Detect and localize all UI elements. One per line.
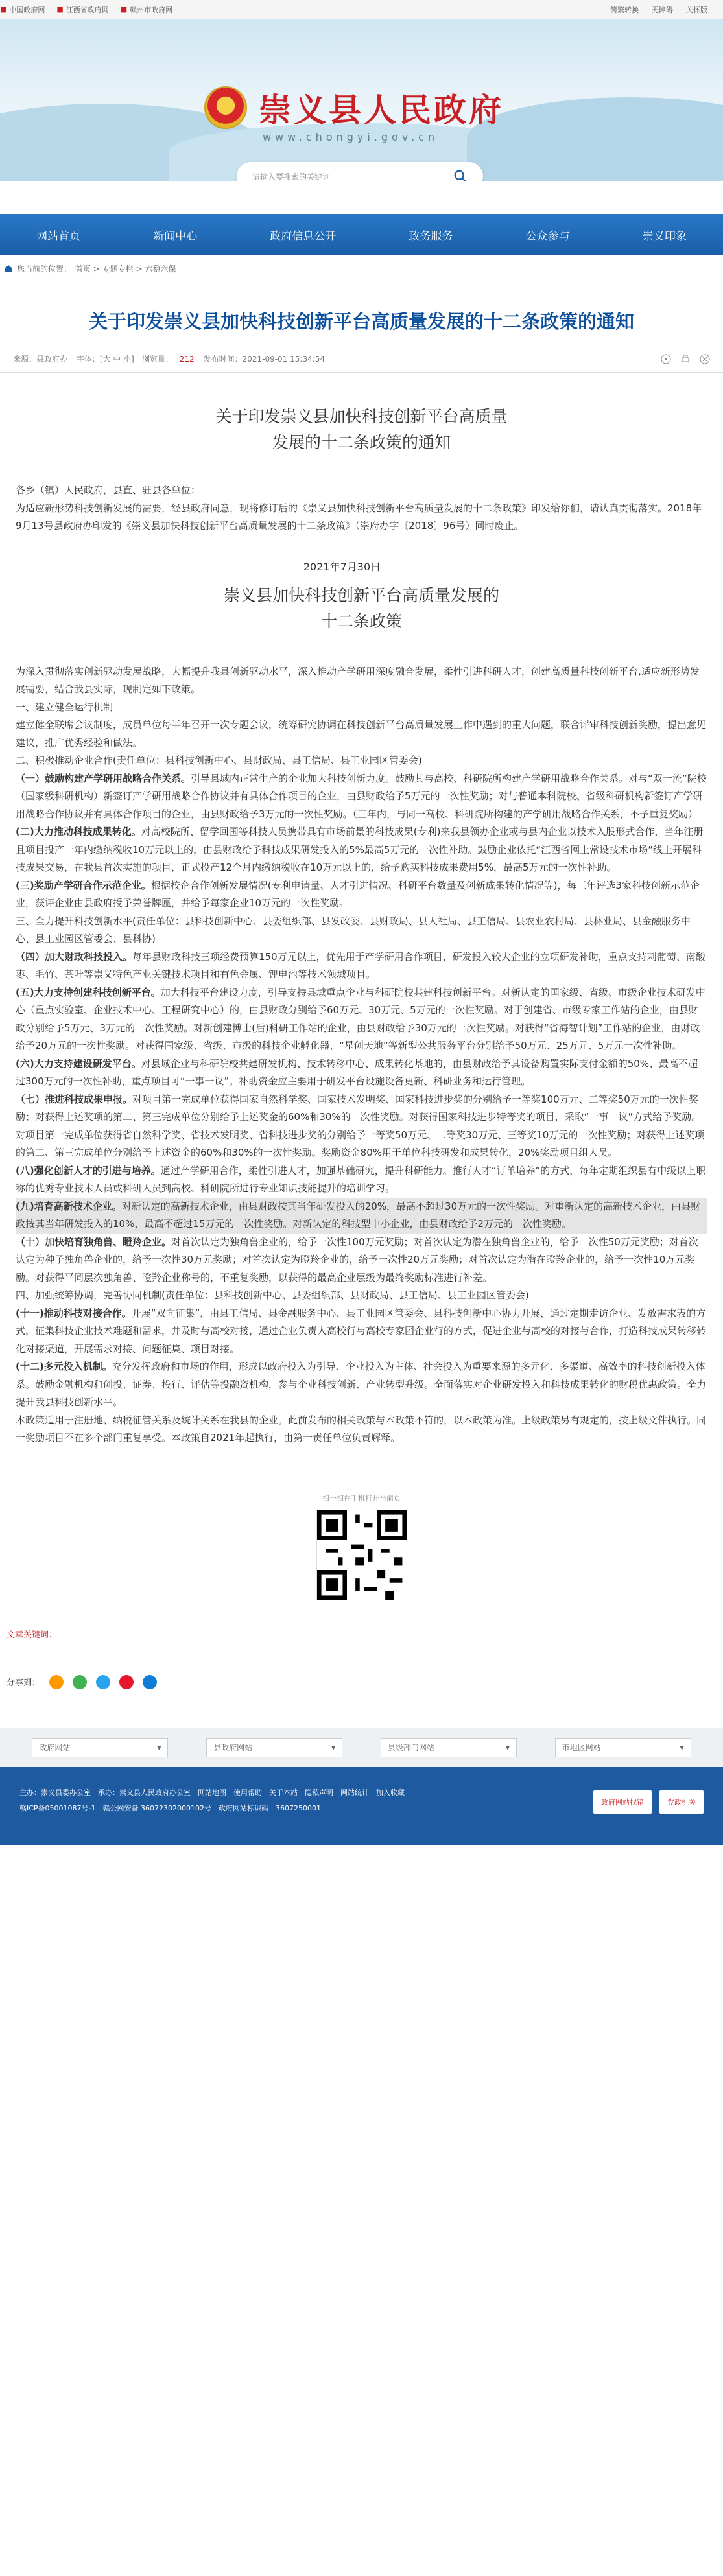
top-link[interactable]: ■ 赣州市政府网 — [120, 5, 173, 14]
document-body: 各乡（镇）人民政府，县直、驻县各单位： 为适应新形势科技创新发展的需要，经县政府同意，现将修订后的《崇义县加快科技创新平台高质量发展的十二条政策》印发给你们，请认真贯彻落实。2018年9月13号县政府办印发的《崇义县加快科技创新平台高质量发展的十二条政策》（崇府办字〔2018〕96号）同时废止。 — [16, 484, 702, 532]
party-gov-badge[interactable]: 党政机关 — [659, 1790, 704, 1814]
policy-title: 崇义县加快科技创新平台高质量发展的 十二条政策 — [223, 585, 499, 631]
error-report-badge[interactable]: 政府网站找错 — [593, 1790, 652, 1814]
qr-section: 扫一扫在手机打开当前页 — [0, 1493, 723, 1600]
nav-home[interactable]: 网站首页 — [36, 229, 81, 243]
qr-code — [316, 1510, 407, 1600]
related-links-bar — [0, 1728, 723, 1767]
qq-share-icon[interactable] — [96, 1675, 110, 1689]
policy-body: 为深入贯彻落实创新驱动发展战略，大幅提升我县创新驱动水平，深入推动产学研用深度融合发展，柔性引进科研人才，创建高质量科技创新平台,适应新形势发展需要，结合我县实际，现制定如下政策。 一、建立健全运行机制 建立健全联席会议制度，成员单位每半年召开一次专题会议，统筹研究协调在科技创新平台高质量发展工作中遇到的重大问题，联合评审科技创新奖励，提出意见建议，推广优秀经验和做法。 二、积极推动企业合作(责任单位：县科技创新中心、县财政局、县工信局、县工业园区管委会) （一）鼓励构建产学研用战略合作关系。引导县域内正常生产的企业加大科技创新力度。鼓励其与高校、科研院所构建产学研用战略合作关系。对与“双一流”院校（国家级科研机构）新签订产学研用战略合作协议并有具体合作项目的企业，由县财政给予5万元的一次性奖励；对与普通本科院校、省级科研机构新签订产学研用战略合作协议并有具体合作项目的企业，由县财政给予3万元的一次性奖励。（三年内，与同一高校、科研院所构建的产学研用战略合作关系，不予重复奖励） (二)大力推动科技成果转化。对高校院所、留学回国等科技人员携带具有市场前景的科技成果(专利)来我县领办企业或与县内企业以技术入股形式合作，当年注册且项目投产一年内缴纳税收10万元以上的，由县财政给予科技成果研发投入的5%最高5万元的一次性补助。鼓励企业依托“江西省网上常设技术市场”线上开展科技成果交易，在我县首次实施的项目，正式投产12个月内缴纳税收在10万元以上的，给予购买科技成果费用5%，最高5万元的一次性补助。 (三)奖励产学研合作示范企业。根据校企合作创新发展情况(专利申请量、人才引进情况、科研平台数量及创新成果转化情况等)，每三年评选3家科技创新示范企业，获评企业由县政府授予荣誉牌匾，并给予每家企业10万元的一次性奖励。 三、全力提升科技创新水平(责任单位：县科技创新中心、县委组织部、县发改委、县财政局、县人社局、县工信局、县农业农村局、县林业局、县金融服务中心、县工业园区管委会、县科协) （四）加大财政科技投入。每年县财政科技三项经费预算150万元以上，优先用于产学研用合作项目，研发投入较大企业的立项研发补助，重点支持刺葡萄、南酸枣、毛竹、茶叶等崇义特色产业关键技术项目和有色金属、锂电池等技术领域项目。 (五)大力支持创建科技创新平台。加大科技平台建设力度，引导支持县域重点企业与科研院校共建科技创新平台。对新认定的国家级、省级、市级企业技术研发中心（重点实验室、企业技术中心、工程研究中心）的，由县财政分别给予60万元、30万元、5万元的一次性奖励。对于创建省、市级专家工作站的企业，由县财政分别给予5万元、3万元的一次性奖励。对新创建博士(后)科研工作站的企业，由县财政给予30万元的一次性奖励。对获得“省海智计划”工作站的企业，由财政给予20万元的一次性奖励。对获得国家级、省级、市级的科技企业孵化器、“星创天地”等新型公共服务平台分别给予50万元、25万元、5万元一次性补助。 (六)大力支持建设研发平台。对县域企业与科研院校共建研发机构、技术转移中心、成果转化基地的，由县财政给予其设备购置实际支付金额的50%、最高不超过300万元的一次性补助，重点项目可“一事一议”。补助资金应主要用于研发平台设施设备更新、科研业务和运行管理。 （七）推进科技成果申报。对项目第一完成单位获得国家自然科学奖、国家技术发明奖、国家科技进步奖的分别给予一等奖100万元、二等奖50万元的一次性奖励；对获得上述奖项的第二、第三完成单位分别给予上述奖金的60%和30%的一次性奖励。对获得国家科技进步特等奖的项目，采取“一事一议”方式给予奖励。对项目第一完成单位获得省自然科学奖、省技术发明奖、省科技进步奖的分别给予一等奖50万元、二等奖30万元、三等奖10万元的一次性奖励；对获得上述奖项的第二、第三完成单位分别给予上述资金的60%和30%的一次性奖励。奖励资金80%用于单位科技研发和成果转化，20%奖励项目组人员。 (八)强化创新人才的引进与培养。通过产学研用合作，柔性引进人才，加强基础研究，提升科研能力。推行人才“订单培养”的方式，每年定期组织县有中级以上职称的优秀专业技术人员或科研人员到高校、科研院所进行专业知识技能提升的培训学习。 (九)培育高新技术企业。对新认定的高新技术企业，由县财政按其当年研发投入的20%，最高不超过30万元的一次性奖励。对重新认定的高新技术企业，由县财政按其当年研发投入的10%，最高不超过15万元的一次性奖励。对新认定的科技型中小企业，由县财政给予2万元的一次性奖励。 （十）加快培育独角兽、瞪羚企业。对首次认定为独角兽企业的，给予一次性100万元奖励；对首次认定为潜在独角兽企业的，给予一次性50万元奖励；对首次认定为种子独角兽企业的，给予一次性30万元奖励；对首次认定为瞪羚企业的，给予一次性20万元奖励；对首次认定为潜在瞪羚企业的，给予一次性10万元奖励。对获得平同层次独角兽、瞪羚企业称号的，不重复奖励，以获得的最高企业层级为最终奖励标准进行补差。 四、加强统筹协调，完善协同机制(责任单位：县科技创新中心、县委组织部、县财政局、县工信局、县工业园区管委会) (十一)推动科技对接合作。开展“双向征集”，由县工信局、县金融服务中心、县工业园区管委会、县科技创新中心协力开展，通过定期走访企业、发放需求表的方式，征集科技企业技术难题和需求，并及时与高校对接，通过企业负责人高校行与高校专家团企业行的方式，促进企业与高校的对接与合作，打造科技成果转移转化对接渠道，开展需求对接、问题征集、项目对接。 (十二)多元投入机制。充分发挥政府和市场的作用，形成以政府投入为引导、企业投入为主体、社会投入为重要来源的多元化、多渠道、高效率的科技创新投入体系。鼓励金融机构和创投、证券、投行、评估等投融资机构，参与企业科技创新、产业转型升级。全面落实对企业研发投入和科技成果转化的财税优惠政策。全力提升我县科技创新水平。 本政策适用于注册地、纳税征管关系及统计关系在我县的企业。此前发布的相关政策与本政策不符的，以本政策为准。上级政策另有规定的，按上级文件执行。同一奖励项目不在多个部门重复享受。本政策自2021年起执行，由第一责任单位负责解释。 — [16, 665, 707, 1444]
links-select-dept[interactable]: 县级部门网站 ▾ — [381, 1738, 517, 1757]
nav-services[interactable]: 政务服务 — [409, 229, 453, 243]
simplified-traditional-toggle[interactable]: 简繁转换 — [610, 5, 639, 14]
qzone-share-icon[interactable] — [119, 1675, 134, 1689]
home-icon — [4, 264, 13, 273]
site-title: 崇义县人民政府 — [259, 91, 504, 129]
site-footer: 主办：崇义县委办公室 承办：崇义县人民政府办公室 网站地图 使用帮助 关于本站 隐私声明 网站统计 加入收藏 赣ICP备05001087号-1 赣公网安备 36072302000102号 政府网站标识码：3607250001 政府网站找错 党政机关 — [0, 1767, 723, 1845]
nav-news[interactable]: 新闻中心 — [153, 229, 198, 243]
article-meta: 来源：县政府办 字体：[大 中 小] 浏览量： 212 发布时间：2021-09-01 15:34:54 — [0, 353, 723, 364]
links-select-gov[interactable]: 政府网站 ▾ — [32, 1738, 168, 1757]
breadcrumb: 您当前的位置： 首页 > 专题专栏 > 六稳六保 — [0, 255, 723, 281]
site-header — [0, 19, 723, 181]
weibo-share-icon[interactable] — [49, 1675, 64, 1689]
national-emblem — [204, 86, 247, 129]
nav-impression[interactable]: 崇义印象 — [642, 229, 687, 243]
site-url: www.chongyi.gov.cn — [263, 131, 439, 143]
article-title: 关于印发崇义县加快科技创新平台高质量发展的十二条政策的通知 — [88, 310, 634, 333]
main-nav — [0, 214, 723, 255]
document-date: 2021年7月30日 — [303, 560, 381, 573]
article-keywords: 文章关键词： — [6, 1630, 58, 1640]
chevron-down-icon: ▾ — [331, 1742, 336, 1752]
share-bar: 分享到： — [6, 1675, 723, 1689]
nav-info-disclosure[interactable]: 政府信息公开 — [270, 229, 337, 243]
top-bar — [0, 0, 723, 19]
care-mode-link[interactable]: 关怀版 — [686, 5, 707, 14]
wechat-share-icon[interactable] — [73, 1675, 87, 1689]
search-icon[interactable] — [453, 169, 468, 181]
chevron-down-icon: ▾ — [680, 1742, 684, 1752]
close-icon[interactable] — [700, 354, 710, 364]
chevron-down-icon: ▾ — [505, 1742, 510, 1752]
search-box[interactable] — [237, 162, 483, 181]
nav-participation[interactable]: 公众参与 — [525, 229, 570, 243]
document-title: 关于印发崇义县加快科技创新平台高质量 发展的十二条政策的通知 — [215, 407, 508, 452]
links-select-region[interactable]: 市地区网站 ▾ — [555, 1738, 691, 1757]
top-link[interactable]: ■ 江西省政府网 — [56, 5, 109, 14]
print-icon[interactable] — [680, 354, 691, 364]
more-share-icon[interactable] — [143, 1675, 157, 1689]
chevron-down-icon: ▾ — [157, 1742, 161, 1752]
share-icon[interactable] — [661, 354, 671, 364]
search-input[interactable]: 请输入要搜索的关键词 — [252, 172, 331, 181]
accessibility-link[interactable]: 无障碍 — [652, 5, 673, 14]
top-link[interactable]: ■ 中国政府网 — [0, 5, 45, 14]
links-select-county[interactable]: 县政府网站 ▾ — [206, 1738, 342, 1757]
